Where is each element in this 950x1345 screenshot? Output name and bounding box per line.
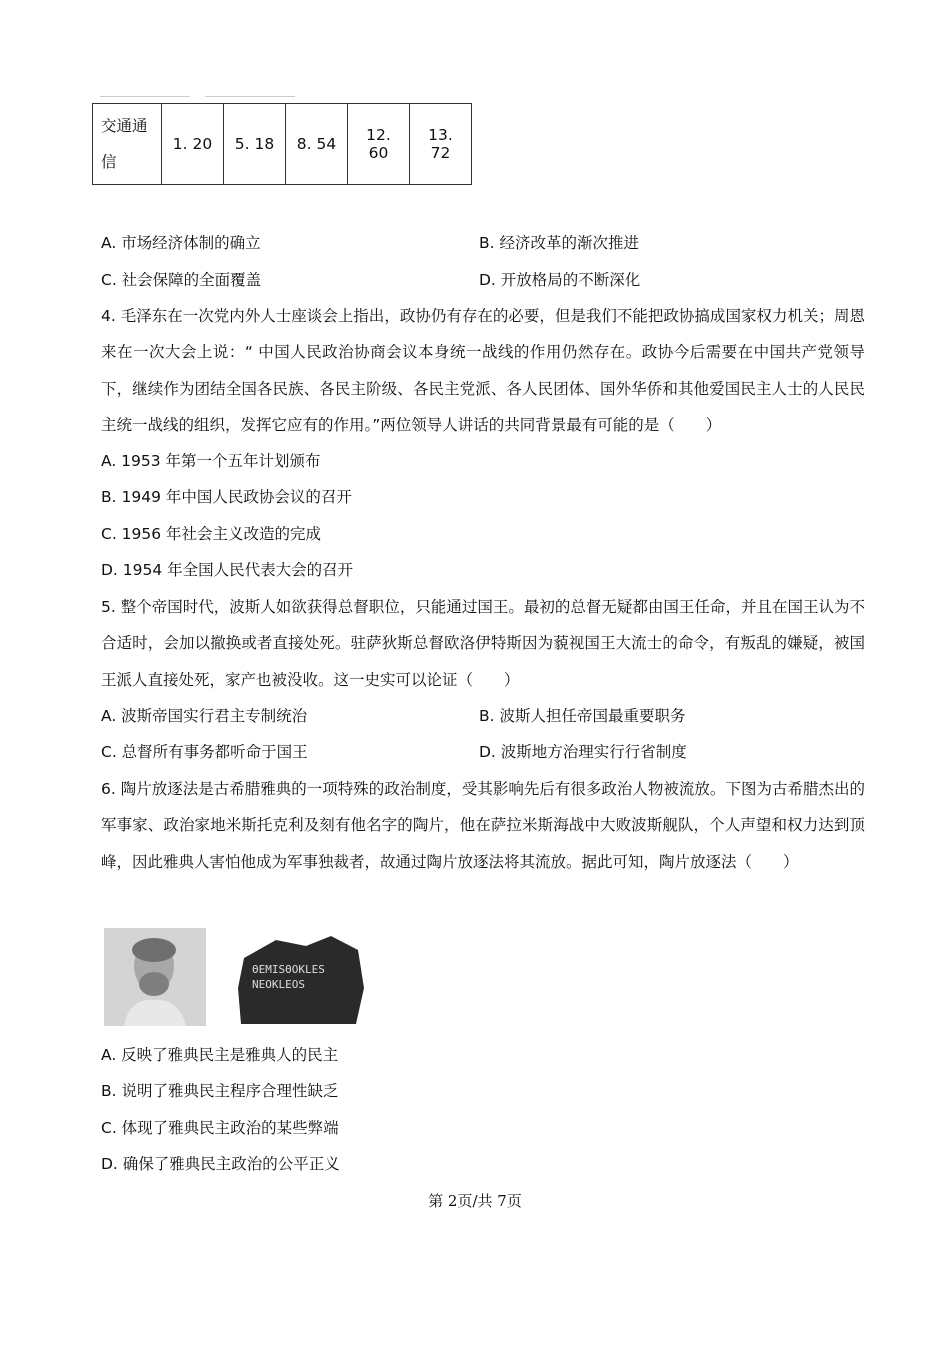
q4-option-a: A. 1953 年第一个五年计划颁布 — [101, 452, 321, 470]
q5-option-b: B. 波斯人担任帝国最重要职务 — [479, 707, 686, 725]
q3-option-d: D. 开放格局的不断深化 — [479, 271, 641, 289]
table-row — [93, 104, 472, 185]
q3-option-c: C. 社会保障的全面覆盖 — [101, 271, 262, 289]
themistocles-bust-image — [104, 928, 206, 1026]
q4-option-c: C. 1956 年社会主义改造的完成 — [101, 525, 322, 543]
q4-stem: 4. 毛泽东在一次党内外人士座谈会上指出，政协仍有存在的必要，但是我们不能把政协搞成国家权力机关；周恩来在一次大会上说：“ 中国人民政治协商会议本身统一战线的作用仍然存在。政协今后需要在中国共产党领导下，继续作为团结全国各民族、各民主阶级、各民主党派、各人民团体、国外华侨和其他爱国民主人士的人民民主统一战线的组织，发挥它应有的作用。”两位领导人讲话的共同背景最有可能的是（ ） — [101, 307, 865, 435]
q6-option-c: C. 体现了雅典民主政治的某些弊端 — [101, 1119, 339, 1137]
table-cell: 5. 18 — [224, 104, 286, 185]
q5-option-a: A. 波斯帝国实行君主专制统治 — [101, 707, 308, 725]
table-cell: 12. 60 — [348, 104, 410, 185]
ostracon-inscription: ΘEMISΘOKLES NEOKLEOS — [252, 963, 325, 991]
q5-option-c: C. 总督所有事务都听命于国王 — [101, 743, 308, 761]
table-cell: 13. 72 — [410, 104, 472, 185]
page-number-footer: 第 2页/共 7页 — [428, 1192, 522, 1210]
q6-stem: 6. 陶片放逐法是古希腊雅典的一项特殊的政治制度，受其影响先后有很多政治人物被流放。下图为古希腊杰出的军事家、政治家地米斯托克利及刻有他名字的陶片，他在萨拉米斯海战中大败波斯舰队，个人声望和权力达到顶峰，因此雅典人害怕他成为军事独裁者，故通过陶片放逐法将其流放。据此可知，陶片放逐法（ ） — [101, 780, 865, 871]
q3-option-a: A. 市场经济体制的确立 — [101, 234, 261, 252]
q3-option-b: B. 经济改革的渐次推进 — [479, 234, 639, 252]
table-cell: 8. 54 — [286, 104, 348, 185]
q4-option-d: D. 1954 年全国人民代表大会的召开 — [101, 561, 354, 579]
divider — [100, 96, 190, 97]
q5-stem: 5. 整个帝国时代，波斯人如欲获得总督职位，只能通过国王。最初的总督无疑都由国王任命，并且在国王认为不合适时，会加以撤换或者直接处死。驻萨狄斯总督欧洛伊特斯因为藐视国王大流士的命令，有叛乱的嫌疑，被国王派人直接处死，家产也被没收。这一史实可以论证（ ） — [101, 598, 865, 689]
q4-option-b: B. 1949 年中国人民政协会议的召开 — [101, 488, 352, 506]
table-row-label: 交通通信 — [93, 104, 162, 185]
data-table — [92, 103, 472, 185]
divider — [205, 96, 295, 97]
q6-option-b: B. 说明了雅典民主程序合理性缺乏 — [101, 1082, 339, 1100]
q6-option-a: A. 反映了雅典民主是雅典人的民主 — [101, 1046, 339, 1064]
q6-option-d: D. 确保了雅典民主政治的公平正义 — [101, 1155, 340, 1173]
q5-option-d: D. 波斯地方治理实行行省制度 — [479, 743, 687, 761]
ostracon-image — [236, 928, 367, 1026]
table-cell: 1. 20 — [162, 104, 224, 185]
